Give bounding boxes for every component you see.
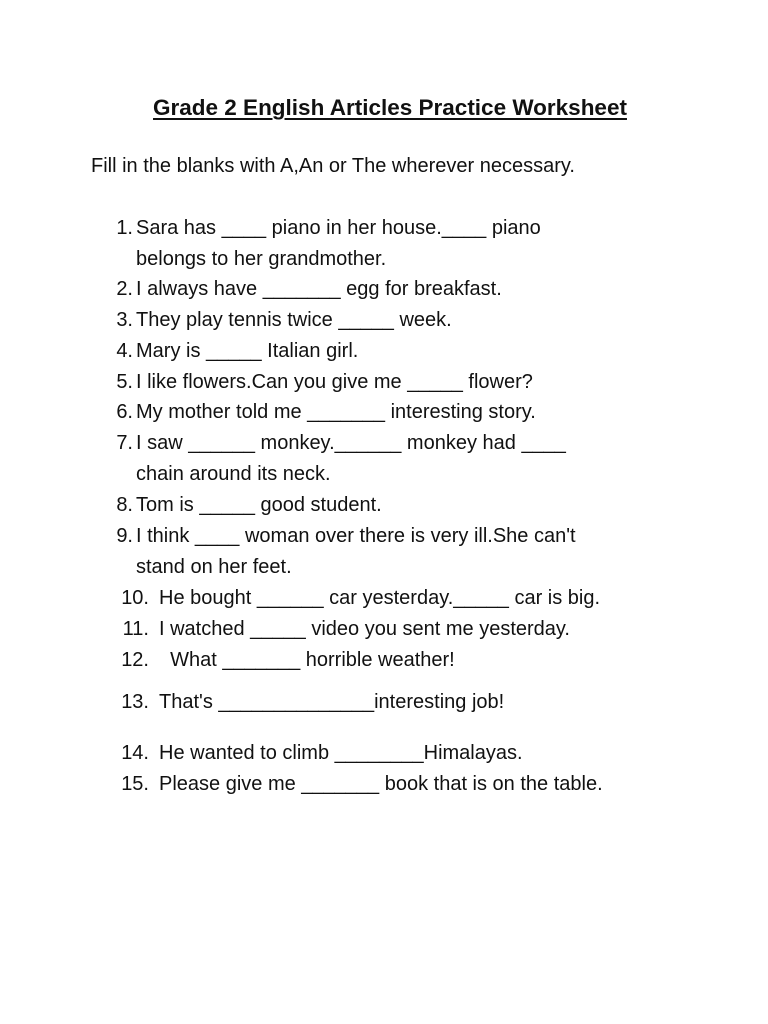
question-number: 5. [116,371,133,393]
question-number: 2. [116,278,133,300]
question-number: 8. [116,494,133,516]
question-line: He wanted to climb ________Himalayas. [159,742,523,764]
question-text [136,521,576,583]
question-text [136,213,541,275]
question-line: Tom is _____ good student. [136,494,382,516]
question-text [159,687,504,718]
question-number: 1. [116,217,133,239]
question-line: I watched _____ video you sent me yesterday. [159,618,570,640]
question-number: 14. [121,742,149,764]
question-line: He bought ______ car yesterday._____ car is big. [159,587,601,609]
question-text [159,583,600,614]
question-line: Mary is _____ Italian girl. [136,340,359,362]
question-line: They play tennis twice _____ week. [136,309,452,331]
question-text [136,428,566,490]
question-line: What _______ horrible weather! [159,649,455,671]
question-text [136,274,502,305]
question-line: belongs to her grandmother. [136,248,387,270]
question-text [159,645,455,676]
question-text [136,367,533,398]
question-number: 7. [116,432,133,454]
question-number: 13. [121,691,149,713]
question-line: Sara has ____ piano in her house.____ piano [136,217,541,239]
question-line: I saw ______ monkey.______ monkey had ____ [136,432,566,454]
question-text [159,738,523,769]
question-text [136,397,536,428]
question-number: 12. [121,649,149,671]
question-line: I always have _______ egg for breakfast. [136,278,502,300]
question-number: 10. [121,587,149,609]
question-number: 6. [116,401,133,423]
question-number: 11. [122,618,149,640]
question-line: chain around its neck. [136,463,331,485]
question-number: 15. [121,773,149,795]
question-line: I think ____ woman over there is very ill.She can't [136,525,576,547]
question-line: stand on her feet. [136,556,292,578]
question-text [159,614,570,645]
question-number: 9. [116,525,133,547]
question-text [136,336,358,367]
question-number: 4. [116,340,133,362]
question-number: 3. [116,309,133,331]
worksheet-instructions: Fill in the blanks with A,An or The wherever necessary. [91,155,575,177]
worksheet-title: Grade 2 English Articles Practice Worksheet [153,95,627,120]
question-line: I like flowers.Can you give me _____ flower? [136,371,533,393]
question-line: That's ______________interesting job! [159,691,505,713]
question-text [136,490,382,521]
question-line: Please give me _______ book that is on the table. [159,773,603,795]
question-line: My mother told me _______ interesting story. [136,401,536,423]
question-text [159,769,603,800]
question-text [136,305,452,336]
